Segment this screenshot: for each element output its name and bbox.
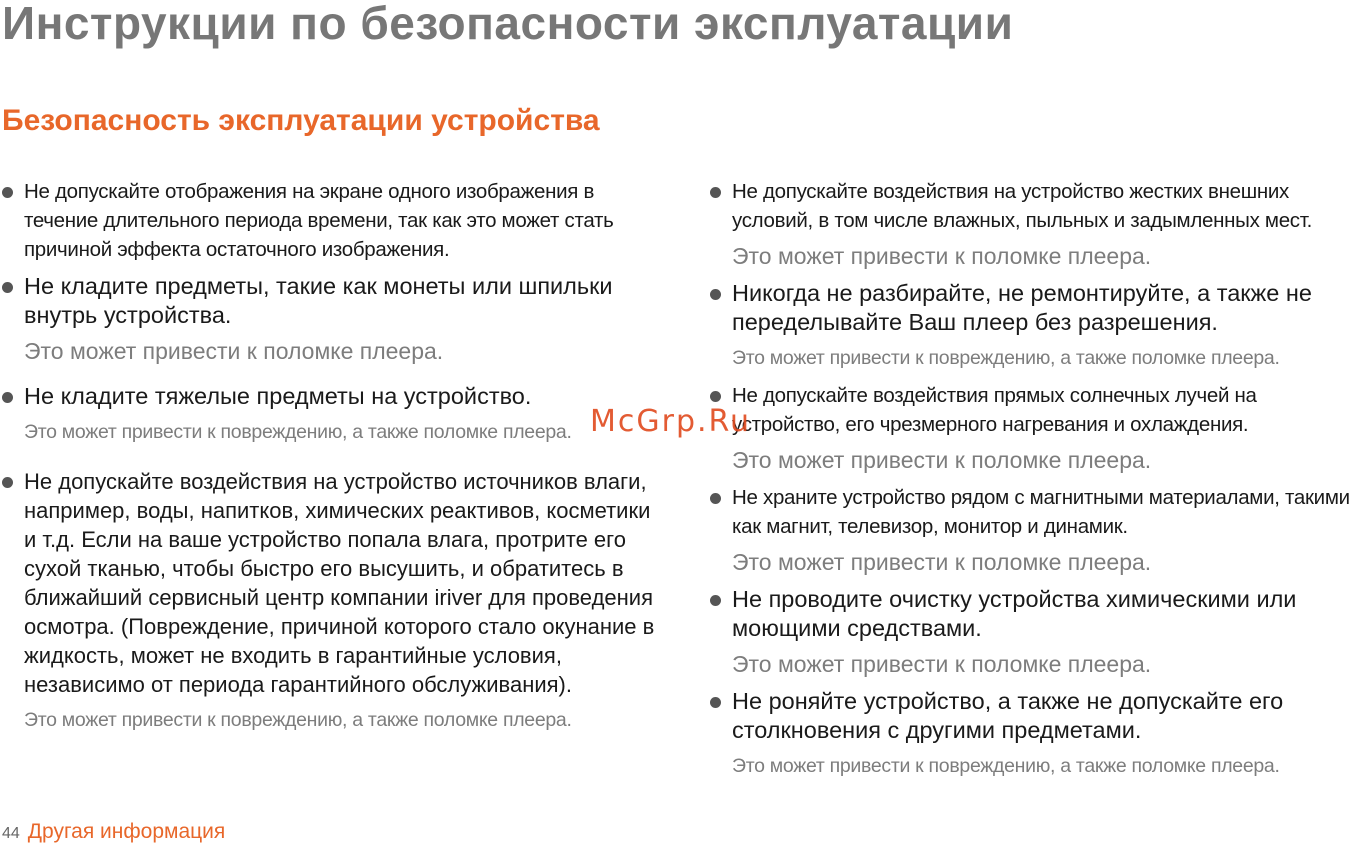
item-note: Это может привести к поломке плеера. (732, 549, 1152, 575)
item-note: Это может привести к повреждению, а также поломке плеера. (732, 347, 1280, 369)
bullet-icon (2, 392, 13, 403)
bullet-icon (710, 697, 721, 708)
safety-item (0, 467, 665, 735)
item-text: Никогда не разбирайте, не ремонтируйте, а также не переделывайте Ваш плеер без разрешения. (732, 280, 1312, 335)
right-column (708, 177, 1360, 781)
safety-item (708, 687, 1360, 781)
item-note: Это может привести к поломке плеера. (732, 447, 1152, 473)
page-title: Инструкции по безопасности эксплуатации (2, 0, 1014, 49)
safety-item (708, 279, 1360, 373)
safety-item (708, 585, 1360, 679)
item-note: Это может привести к повреждению, а также поломке плеера. (24, 421, 572, 443)
left-column (0, 177, 665, 735)
bullet-icon (2, 477, 13, 488)
bullet-icon (710, 391, 721, 402)
safety-item (708, 483, 1360, 577)
item-text: Не кладите тяжелые предметы на устройство. (24, 383, 532, 409)
bullet-icon (710, 187, 721, 198)
bullet-icon (710, 595, 721, 606)
item-text: Не допускайте отображения на экране одного изображения в течение длительного периода времени, так как это может стать причиной эффекта остаточного изображения. (24, 180, 614, 261)
footer-section-label: Другая информация (27, 820, 226, 843)
watermark: McGrp.Ru (590, 404, 752, 439)
item-text: Не кладите предметы, такие как монеты или шпильки внутрь устройства. (24, 273, 613, 328)
page-number: 44 (2, 825, 20, 842)
safety-item (0, 382, 665, 447)
item-note: Это может привести к поломке плеера. (732, 651, 1152, 677)
item-note: Это может привести к поломке плеера. (24, 338, 444, 364)
item-note: Это может привести к повреждению, а также поломке плеера. (732, 755, 1280, 777)
bullet-icon (710, 289, 721, 300)
safety-item (0, 272, 665, 366)
item-text: Не храните устройство рядом с магнитными материалами, такими как магнит, телевизор, монитор и динамик. (732, 486, 1350, 538)
bullet-icon (2, 187, 13, 198)
item-note: Это может привести к повреждению, а также поломке плеера. (24, 709, 572, 731)
item-text: Не допускайте воздействия прямых солнечных лучей на устройство, его чрезмерного нагревания и охлаждения. (732, 384, 1257, 436)
item-text: Не роняйте устройство, а также не допускайте его столкновения с другими предметами. (732, 688, 1284, 743)
bullet-icon (2, 282, 13, 293)
section-title: Безопасность эксплуатации устройства (2, 104, 600, 137)
bullet-icon (710, 493, 721, 504)
safety-item (708, 177, 1360, 271)
footer (2, 820, 225, 844)
safety-item (0, 177, 665, 264)
safety-item (708, 381, 1360, 475)
item-text: Не допускайте воздействия на устройство источников влаги, например, воды, напитков, химических реактивов, косметики и т.д. Если на ваше устройство попала влага, протрите его сухой тканью, чтобы быстро его высушить, и обратитесь в ближайший сервисный центр компании iriver для проведения осмотра. (Повреждение, причиной которого стало окунание в жидкость, может не входить в гарантийные условия, независимо от периода гарантийного обслуживания). (24, 469, 655, 697)
item-note: Это может привести к поломке плеера. (732, 243, 1152, 269)
item-text: Не проводите очистку устройства химическими или моющими средствами. (732, 586, 1297, 641)
item-text: Не допускайте воздействия на устройство жестких внешних условий, в том числе влажных, пыльных и задымленных мест. (732, 180, 1312, 232)
